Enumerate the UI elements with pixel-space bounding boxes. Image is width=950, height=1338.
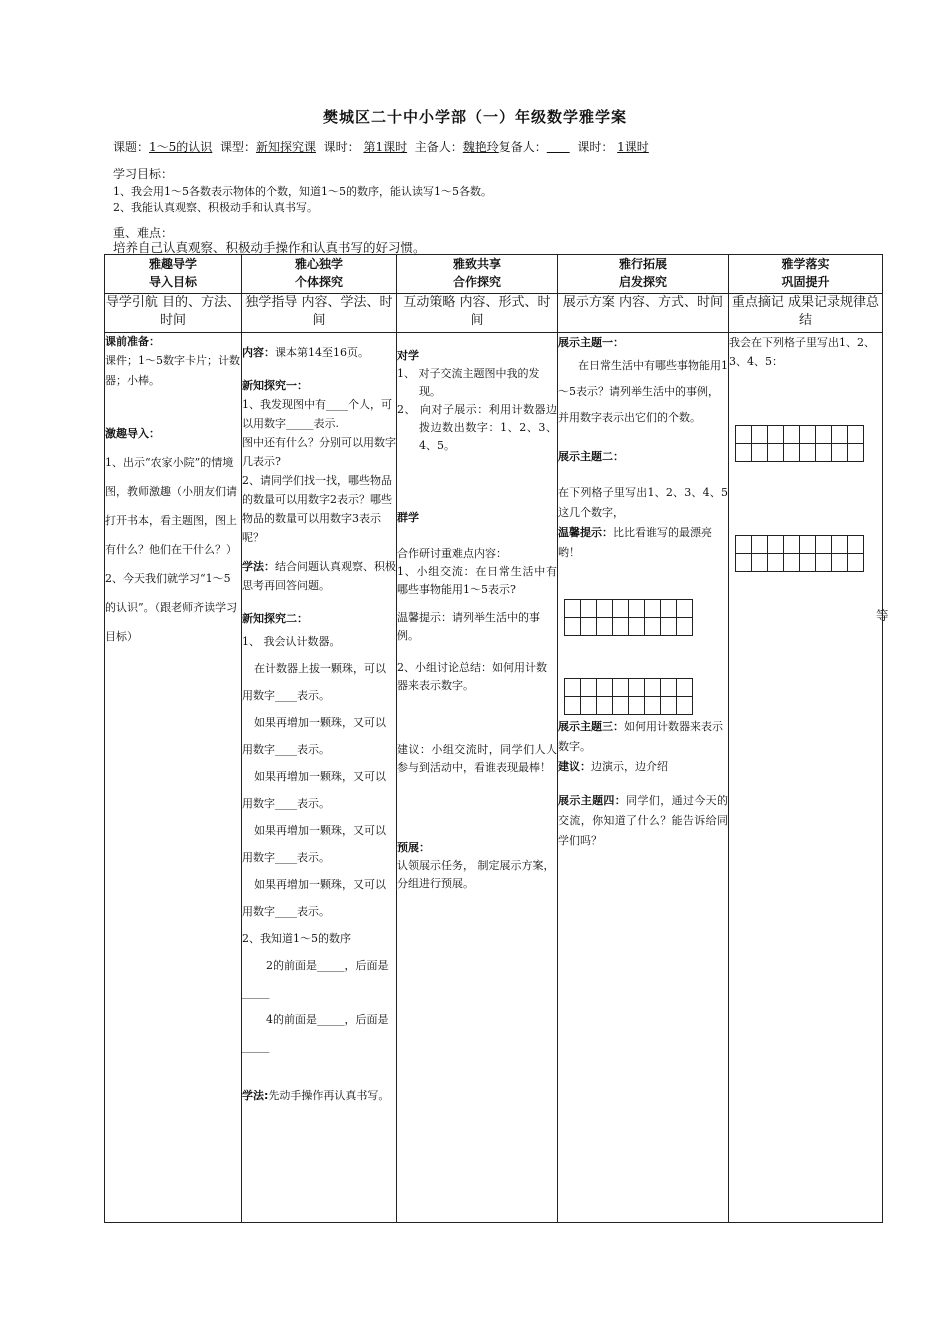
new2-title: 新知探究二： bbox=[242, 612, 308, 625]
meta-label-reviewer: 复备人： bbox=[498, 140, 547, 154]
column-cooperation bbox=[397, 333, 558, 1223]
header-cell: 雅趣导学 导入目标 bbox=[105, 255, 242, 294]
stray-character: 等 bbox=[876, 608, 889, 623]
topic3: 展示主题三：如何用计数器来表示数字。 bbox=[558, 720, 723, 753]
writing-grid[interactable] bbox=[735, 425, 864, 462]
header-cell: 雅致共享 合作探究 bbox=[397, 255, 558, 294]
meta-label-type: 课型： bbox=[219, 140, 256, 154]
subheader-cell: 重点摘记 成果记录规律总结 bbox=[729, 294, 883, 333]
topic1-label: 展示主题一： bbox=[558, 336, 624, 349]
writing-grid[interactable] bbox=[564, 678, 693, 715]
pair-step: 1、 对子交流主题图中我的发现。 bbox=[397, 367, 540, 398]
column-guide bbox=[105, 333, 242, 1223]
meta-label-preparer: 主备人： bbox=[414, 140, 463, 154]
subheader-cell: 导学引航 目的、方法、时间 bbox=[105, 294, 242, 333]
topic4: 展示主题四：同学们，通过今天的交流，你知道了什么？能告诉给同学们吗？ bbox=[558, 794, 729, 847]
header-row bbox=[105, 255, 883, 294]
preview-title: 预展： bbox=[397, 841, 430, 854]
abacus-line: 如果再增加一颗珠，又可以用数字____表示。 bbox=[242, 770, 386, 810]
method2: 学法:先动手操作再认真书写。 bbox=[242, 1089, 390, 1102]
pair-step: 2、 向对子展示：利用计数器边拨边数出数字：1、2、3、4、5。 bbox=[397, 403, 557, 452]
group-step-1: 1、小组交流：在日常生活中有哪些事物能用1～5表示? bbox=[397, 565, 557, 596]
topic2-tip: 温馨提示：比比看谁写的最漂亮哟！ bbox=[558, 526, 712, 559]
goal-item: 1、我会用1～5各数表示物体的个数，知道1～5的数序，能认读写1～5各数。 bbox=[113, 185, 492, 198]
meta-label-period2: 课时： bbox=[577, 140, 614, 154]
advice: 建议：边演示，边介绍 bbox=[558, 760, 668, 773]
abacus-line: 如果再增加一颗珠，又可以用数字____表示。 bbox=[242, 878, 386, 918]
prep-text: 课件；1～5数字卡片；计数器；小棒。 bbox=[105, 354, 240, 387]
meta-label-period: 课时： bbox=[323, 140, 360, 154]
intro-step-1: 1、出示“农家小院”的情境图，教师激趣（小朋友们请打开书本，看主题图，图上有什么？他们在干什么？） bbox=[105, 456, 237, 556]
writing-grid[interactable] bbox=[564, 599, 693, 636]
column-self-study bbox=[242, 333, 397, 1223]
subheader-cell: 展示方案 内容、方式、时间 bbox=[558, 294, 729, 333]
subheader-cell: 互动策略 内容、形式、时间 bbox=[397, 294, 558, 333]
page-title: 樊城区二十中小学部（一）年级数学雅学案 bbox=[322, 108, 627, 126]
header-cell: 雅心独学 个体探究 bbox=[242, 255, 397, 294]
key-points-heading: 重、难点： bbox=[113, 226, 174, 240]
goal-item: 2、我能认真观察、积极动手和认真书写。 bbox=[113, 201, 318, 214]
pair-title: 对学 bbox=[397, 349, 419, 362]
learning-goals bbox=[113, 166, 492, 216]
new1-c: 2、请同学们找一找，哪些物品的数量可以用数字2表示？哪些物品的数量可以用数字3表示呢？ bbox=[242, 474, 392, 544]
topic2-text: 在下列格子里写出1、2、3、4、5这几个数字， bbox=[558, 486, 728, 519]
lesson-table bbox=[104, 254, 883, 1223]
abacus-line: 如果再增加一颗珠，又可以用数字____表示。 bbox=[242, 824, 386, 864]
column-presentation bbox=[558, 333, 729, 1223]
order-line: 4的前面是_____，后面是_____ bbox=[242, 1013, 389, 1053]
key-points-text: 培养自己认真观察、积极动手操作和认真书写的好习惯。 bbox=[113, 240, 426, 255]
subheader-row bbox=[105, 294, 883, 333]
meta-topic: 1～5的认识 bbox=[149, 140, 213, 154]
order-line: 2的前面是_____，后面是_____ bbox=[242, 959, 389, 999]
prep-title: 课前准备： bbox=[105, 335, 160, 348]
meta-period2: 1课时 bbox=[617, 140, 649, 154]
group-intro: 合作研讨重难点内容： bbox=[397, 547, 507, 560]
abacus-line: 如果再增加一颗珠，又可以用数字____表示。 bbox=[242, 716, 386, 756]
meta-reviewer-blank bbox=[547, 140, 570, 154]
header-cell: 雅学落实 巩固提升 bbox=[729, 255, 883, 294]
new1-a: 1、我发现图中有____个人，可以用数字_____表示. bbox=[242, 398, 392, 430]
meta-preparer: 魏艳玲 bbox=[462, 140, 499, 154]
group-step-2: 2、小组讨论总结：如何用计数器来表示数字。 bbox=[397, 661, 547, 692]
subheader-cell: 独学指导 内容、学法、时间 bbox=[242, 294, 397, 333]
meta-type: 新知探究课 bbox=[255, 140, 316, 154]
writing-grid[interactable] bbox=[735, 535, 864, 572]
intro-step-2: 2、今天我们就学习“1～5的认识”。（跟老师齐读学习目标） bbox=[105, 572, 238, 643]
new2-step-2: 2、我知道1～5的数序 bbox=[242, 932, 351, 945]
group-tip: 温馨提示：请列举生活中的事例。 bbox=[397, 611, 540, 642]
preview-text: 认领展示任务， 制定展示方案，分组进行预展。 bbox=[397, 859, 555, 890]
meta-label-topic: 课题： bbox=[113, 140, 150, 154]
topic1-text: 在日常生活中有哪些事物能用1～5表示？请列举生活中的事例，并用数字表示出它们的个数。 bbox=[558, 359, 728, 424]
content-row bbox=[105, 333, 883, 1223]
topic2-label: 展示主题二： bbox=[558, 450, 624, 463]
suggestion: 建议：小组交流时，同学们人人参与到活动中，看谁表现最棒！ bbox=[397, 743, 557, 774]
group-title: 群学 bbox=[397, 511, 419, 524]
abacus-line: 在计数器上拔一颗珠，可以用数字____表示。 bbox=[242, 662, 386, 702]
header-cell: 雅行拓展 启发探究 bbox=[558, 255, 729, 294]
practice-text: 我会在下列格子里写出1、2、3、4、5： bbox=[729, 336, 875, 368]
meta-period: 第1课时 bbox=[363, 140, 408, 154]
new2-step-1: 1、 我会认计数器。 bbox=[242, 635, 341, 648]
new1-title: 新知探究一： bbox=[242, 379, 308, 392]
goals-heading: 学习目标： bbox=[113, 167, 174, 181]
intro-title: 激趣导入： bbox=[105, 427, 160, 440]
column-consolidation bbox=[729, 333, 883, 1223]
method1: 学法：结合问题认真观察、积极思考再回答问题。 bbox=[242, 560, 396, 592]
content-line: 内容：课本第14至16页。 bbox=[242, 346, 369, 359]
new1-b: 图中还有什么？分别可以用数字几表示? bbox=[242, 436, 396, 468]
lesson-meta bbox=[113, 138, 649, 155]
